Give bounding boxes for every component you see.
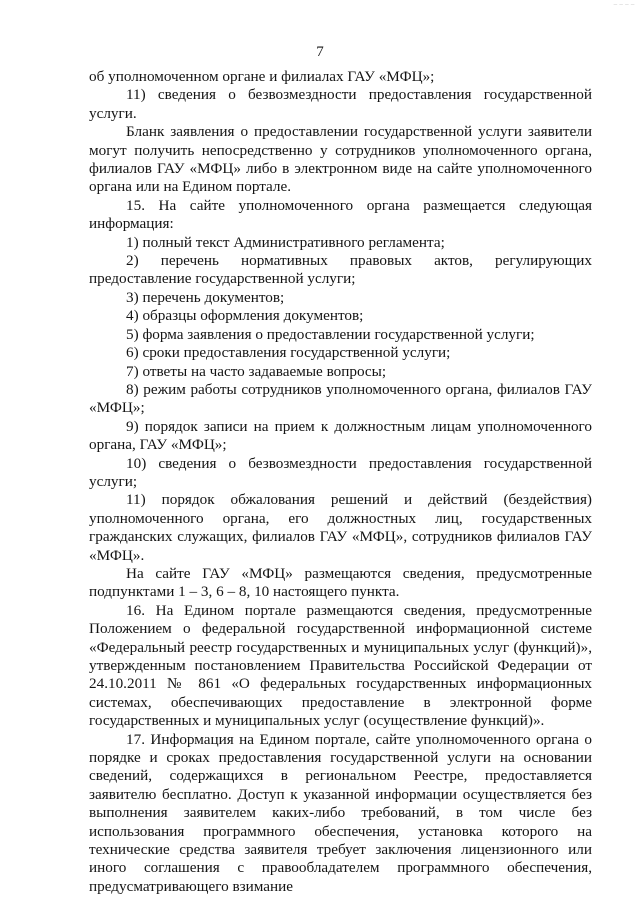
list-item-6: 6) сроки предоставления государственной услуги; — [126, 344, 451, 362]
list-item-11: 11) порядок обжалования решений и действий (бездействия) уполномоченного органа, его должностных лиц, государственных гражданских служащих, филиалов ГАУ «МФЦ», сотрудников филиалов ГАУ «МФЦ». — [89, 491, 592, 564]
document-body — [89, 68, 592, 896]
paragraph-application-form: Бланк заявления о предоставлении государственной услуги заявители могут получить непосредственно у сотрудников уполномоченного органа, филиалов ГАУ «МФЦ» либо в электронном виде на сайте уполномоченного органа или на Едином портале. — [89, 123, 592, 196]
list-item-7: 7) ответы на часто задаваемые вопросы; — [126, 362, 387, 380]
list-item-5: 5) форма заявления о предоставлении государственной услуги; — [126, 325, 535, 343]
paragraph-continuation: об уполномоченном органе и филиалах ГАУ «МФЦ»; — [89, 68, 435, 85]
list-item-4: 4) образцы оформления документов; — [126, 307, 364, 325]
list-item-2: 2) перечень нормативных правовых актов, регулирующих предоставление государственной услуги; — [89, 252, 592, 288]
list-item-9: 9) порядок записи на прием к должностным лицам уполномоченного органа, ГАУ «МФЦ»; — [89, 417, 592, 454]
scan-corner-mark: ⁻⁻⁻⁻ — [612, 2, 636, 12]
paragraph-17: 17. Информация на Едином портале, сайте уполномоченного органа о порядке и сроках предоставления государственной услуги на основании сведений, содержащихся в региональном Реестре, предоставляется заявителю бесплатно. Доступ к указанной информации осуществляется без выполнения заявителем каких-либо требований, в том числе без использования программного обеспечения, установка которого на технические средства заявителя требует заключения лицензионного или иного соглашения с правообладателем программного обеспечения, предусматривающего взимание — [89, 730, 592, 895]
paragraph-16: 16. На Едином портале размещаются сведения, предусмотренные Положением о федеральной государственной информационной системе «Федеральный реестр государственных и муниципальных услуг (функций)», утвержденным постановлением Правительства Российской Федерации от 24.10.2011 № 861 «О федеральных государственных информационных системах, обеспечивающих предоставление в электронной форме государственных и муниципальных услуг (осуществление функций)». — [89, 601, 592, 730]
list-item-11-free-of-charge: 11) сведения о безвозмездности предоставления государственной услуги. — [89, 86, 592, 122]
list-item-10: 10) сведения о безвозмездности предоставления государственной услуги; — [89, 454, 592, 490]
page-number: 7 — [316, 44, 324, 60]
list-item-1: 1) полный текст Административного регламента; — [126, 233, 445, 251]
paragraph-mfc-site: На сайте ГАУ «МФЦ» размещаются сведения, предусмотренные подпунктами 1 – 3, 6 – 8, 10 настоящего пункта. — [89, 564, 592, 601]
list-item-3: 3) перечень документов; — [126, 288, 285, 306]
paragraph-15: 15. На сайте уполномоченного органа размещается следующая информация: — [89, 196, 592, 233]
list-item-8: 8) режим работы сотрудников уполномоченного органа, филиалов ГАУ «МФЦ»; — [89, 380, 592, 417]
